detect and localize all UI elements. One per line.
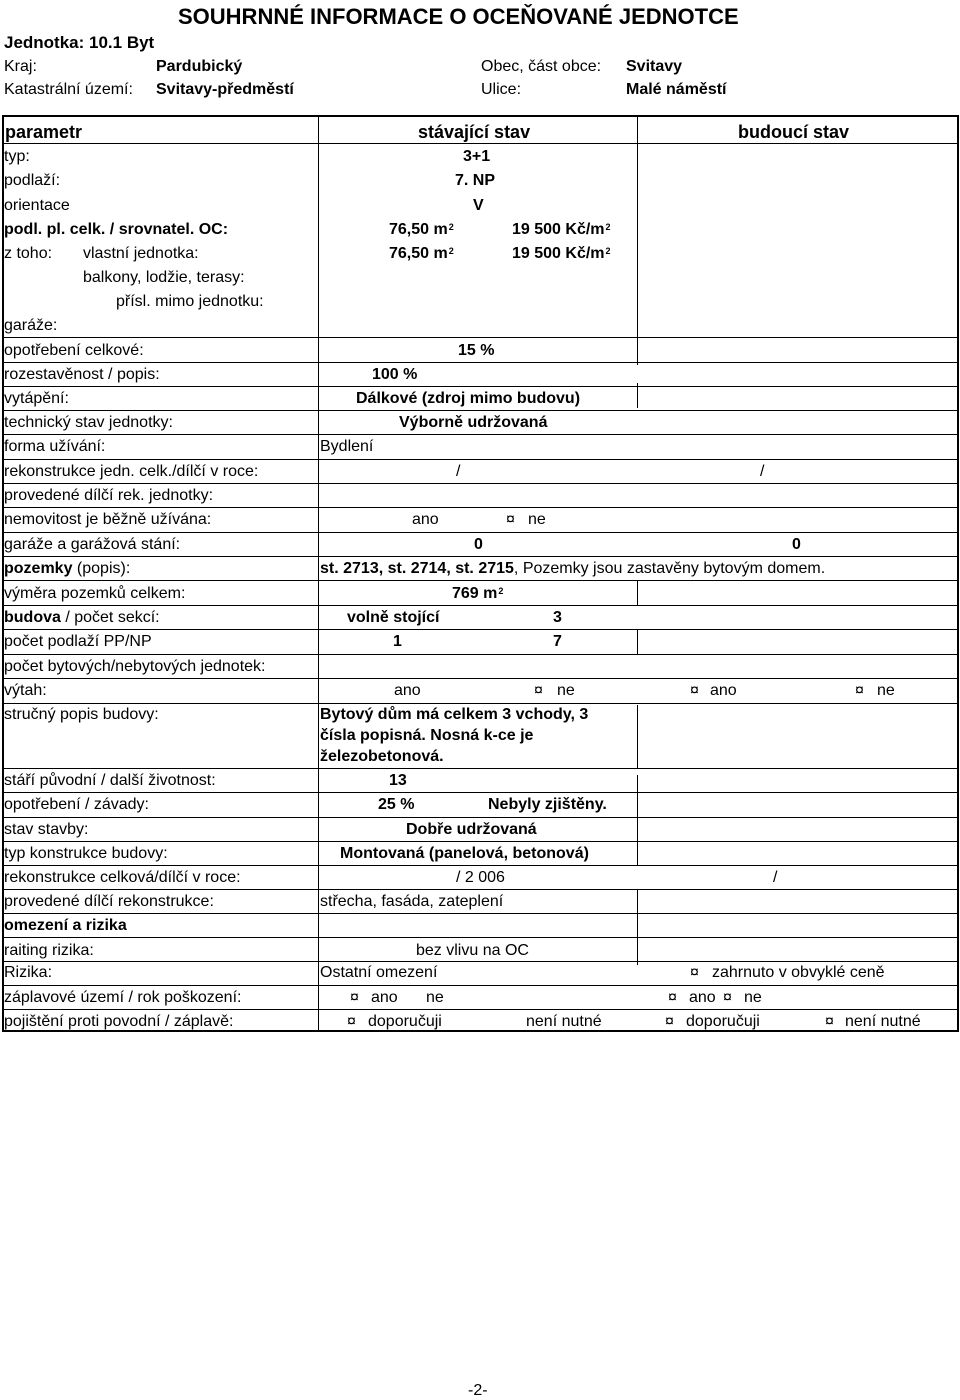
zapl-cur-ano: ano <box>371 989 398 1006</box>
rekcel-future: / <box>773 869 778 886</box>
ku-label: Katastrální území: <box>4 81 133 98</box>
popis-label: stručný popis budovy: <box>4 706 159 723</box>
obec-label: Obec, část obce: <box>481 58 602 75</box>
zapl-fut-ano: ano <box>689 989 716 1006</box>
pocbyt-label: počet bytových/nebytových jednotek: <box>4 658 266 675</box>
rizika-value: Ostatní omezení <box>320 964 438 981</box>
typ-value: 3+1 <box>463 148 491 165</box>
pocpodl-pp: 1 <box>393 633 402 650</box>
kraj-label: Kraj: <box>4 58 37 75</box>
zapl-fut-marker1: ¤ <box>668 989 677 1006</box>
pojist-fut-marker1: ¤ <box>665 1013 674 1030</box>
vytah-fut-marker1: ¤ <box>690 682 699 699</box>
stari-label: stáří původní / další životnost: <box>4 772 216 789</box>
opzav-pct: 25 % <box>378 796 415 813</box>
techstav-value: Výborně udržovaná <box>399 414 548 431</box>
zapl-label: záplavové území / rok poškození: <box>4 989 242 1006</box>
rozest-value: 100 % <box>372 366 418 383</box>
budova-value: volně stojící <box>347 609 440 626</box>
opotrebeni-value: 15 % <box>458 342 495 359</box>
garaze-label: garáže: <box>4 317 58 334</box>
omezeni-heading: omezení a rizika <box>4 917 127 934</box>
pojist-cur-marker: ¤ <box>347 1013 356 1030</box>
vlastni-price: 19 500 $Kč/m^2$ <box>512 245 611 262</box>
orientace-value: V <box>473 197 484 214</box>
zapl-cur-ne: ne <box>426 989 444 1006</box>
opzav-zav: Nebyly zjištěny. <box>488 796 607 813</box>
pojist-label: pojištění proti povodní / záplavě: <box>4 1013 234 1030</box>
ku-value: Svitavy-předměstí <box>156 81 294 98</box>
budova-sekce: 3 <box>553 609 562 626</box>
rizika-marker: ¤ <box>690 964 699 981</box>
page-number: -2- <box>468 1382 488 1399</box>
garstani-future: 0 <box>792 536 801 553</box>
podl-area: 76,50 $m^2$ <box>389 221 454 238</box>
pojist-fut-marker2: ¤ <box>825 1013 834 1030</box>
pojist-cur-neni: není nutné <box>526 1013 602 1030</box>
vytah-cur-marker: ¤ <box>534 682 543 699</box>
garstani-current: 0 <box>474 536 483 553</box>
stari-value: 13 <box>389 772 407 789</box>
orientace-label: orientace <box>4 197 70 214</box>
rekon-future: / <box>760 463 765 480</box>
stavst-value: Dobře udržovaná <box>406 821 537 838</box>
forma-label: forma užívání: <box>4 438 106 455</box>
pocpodl-np: 7 <box>553 633 562 650</box>
forma-value: Bydlení <box>320 438 374 455</box>
budova-label: budova / počet sekcí: <box>4 609 160 626</box>
zapl-cur-marker: ¤ <box>350 989 359 1006</box>
nemov-label: nemovitost je běžně užívána: <box>4 511 212 528</box>
raiting-label: raiting rizika: <box>4 942 94 959</box>
techstav-label: technický stav jednotky: <box>4 414 173 431</box>
pozemky-value: st. 2713, st. 2714, st. 2715, Pozemky jsou zastavěny bytovým domem. <box>320 560 826 577</box>
opzav-label: opotřebení / závady: <box>4 796 149 813</box>
vytah-fut-ne: ne <box>877 682 895 699</box>
ztoho-label: z toho: <box>4 245 53 262</box>
prisl-label: přísl. mimo jednotku: <box>116 293 264 310</box>
vymera-label: výměra pozemků celkem: <box>4 585 186 602</box>
rekon-current: / <box>456 463 461 480</box>
kraj-value: Pardubický <box>156 58 243 75</box>
proved-label: provedené dílčí rek. jednotky: <box>4 487 214 504</box>
zapl-fut-ne: ne <box>744 989 762 1006</box>
vytah-cur-ne: ne <box>557 682 575 699</box>
page-title: SOUHRNNÉ INFORMACE O OCEŇOVANÉ JEDNOTCE <box>178 4 739 29</box>
podl-price: 19 500 $Kč/m^2$ <box>512 221 611 238</box>
rizika-label: Rizika: <box>4 964 53 981</box>
nemov-ne: ne <box>528 511 546 528</box>
garstani-label: garáže a garážová stání: <box>4 536 181 553</box>
provdil-value: střecha, fasáda, zateplení <box>320 893 504 910</box>
podlazi-label: podlaží: <box>4 172 61 189</box>
ulice-label: Ulice: <box>481 81 522 98</box>
pojist-cur-doporucuji: doporučuji <box>368 1013 442 1030</box>
opotrebeni-label: opotřebení celkové: <box>4 342 144 359</box>
popis-value: Bytový dům má celkem 3 vchody, 3 čísla popisná. Nosná k-ce je železobetonová. <box>320 706 589 765</box>
obec-value: Svitavy <box>626 58 683 75</box>
vlastni-area: 76,50 $m^2$ <box>389 245 454 262</box>
stavst-label: stav stavby: <box>4 821 89 838</box>
rekon-label: rekonstrukce jedn. celk./dílčí v roce: <box>4 463 259 480</box>
nemov-ano: ano <box>412 511 439 528</box>
typ-label: typ: <box>4 148 30 165</box>
pozemky-label: pozemky (popis): <box>4 560 131 577</box>
ulice-value: Malé náměstí <box>626 81 727 98</box>
col-current-header: stávající stav <box>418 122 531 142</box>
rekcel-label: rekonstrukce celková/dílčí v roce: <box>4 869 241 886</box>
vytapeni-value: Dálkové (zdroj mimo budovu) <box>356 390 581 407</box>
unit-label: Jednotka: 10.1 Byt <box>4 33 155 52</box>
col-param-header: parametr <box>5 122 83 142</box>
pojist-fut-neni: není nutné <box>845 1013 921 1030</box>
balkony-label: balkony, lodžie, terasy: <box>83 269 245 286</box>
vlastni-label: vlastní jednotka: <box>83 245 199 262</box>
podl-label: podl. pl. celk. / srovnatel. OC: <box>4 221 229 238</box>
podlazi-value: 7. NP <box>455 172 496 189</box>
nemov-marker: ¤ <box>506 511 515 528</box>
raiting-value: bez vlivu na OC <box>416 942 529 959</box>
rizika-future: zahrnuto v obvyklé ceně <box>712 964 885 981</box>
vytapeni-label: vytápění: <box>4 390 69 407</box>
vytah-fut-ano: ano <box>710 682 737 699</box>
vytah-cur-ano: ano <box>394 682 421 699</box>
vytah-label: výtah: <box>4 682 47 699</box>
zapl-fut-marker2: ¤ <box>723 989 732 1006</box>
pocpodl-label: počet podlaží PP/NP <box>4 633 152 650</box>
vymera-value: 769 $m^2$ <box>452 585 504 602</box>
rozest-label: rozestavěnost / popis: <box>4 366 160 383</box>
rekcel-value: / 2 006 <box>456 869 505 886</box>
typkon-label: typ konstrukce budovy: <box>4 845 168 862</box>
pojist-fut-doporucuji: doporučuji <box>686 1013 760 1030</box>
typkon-value: Montovaná (panelová, betonová) <box>340 845 589 862</box>
vytah-fut-marker2: ¤ <box>855 682 864 699</box>
col-future-header: budoucí stav <box>738 122 850 142</box>
provdil-label: provedené dílčí rekonstrukce: <box>4 893 214 910</box>
